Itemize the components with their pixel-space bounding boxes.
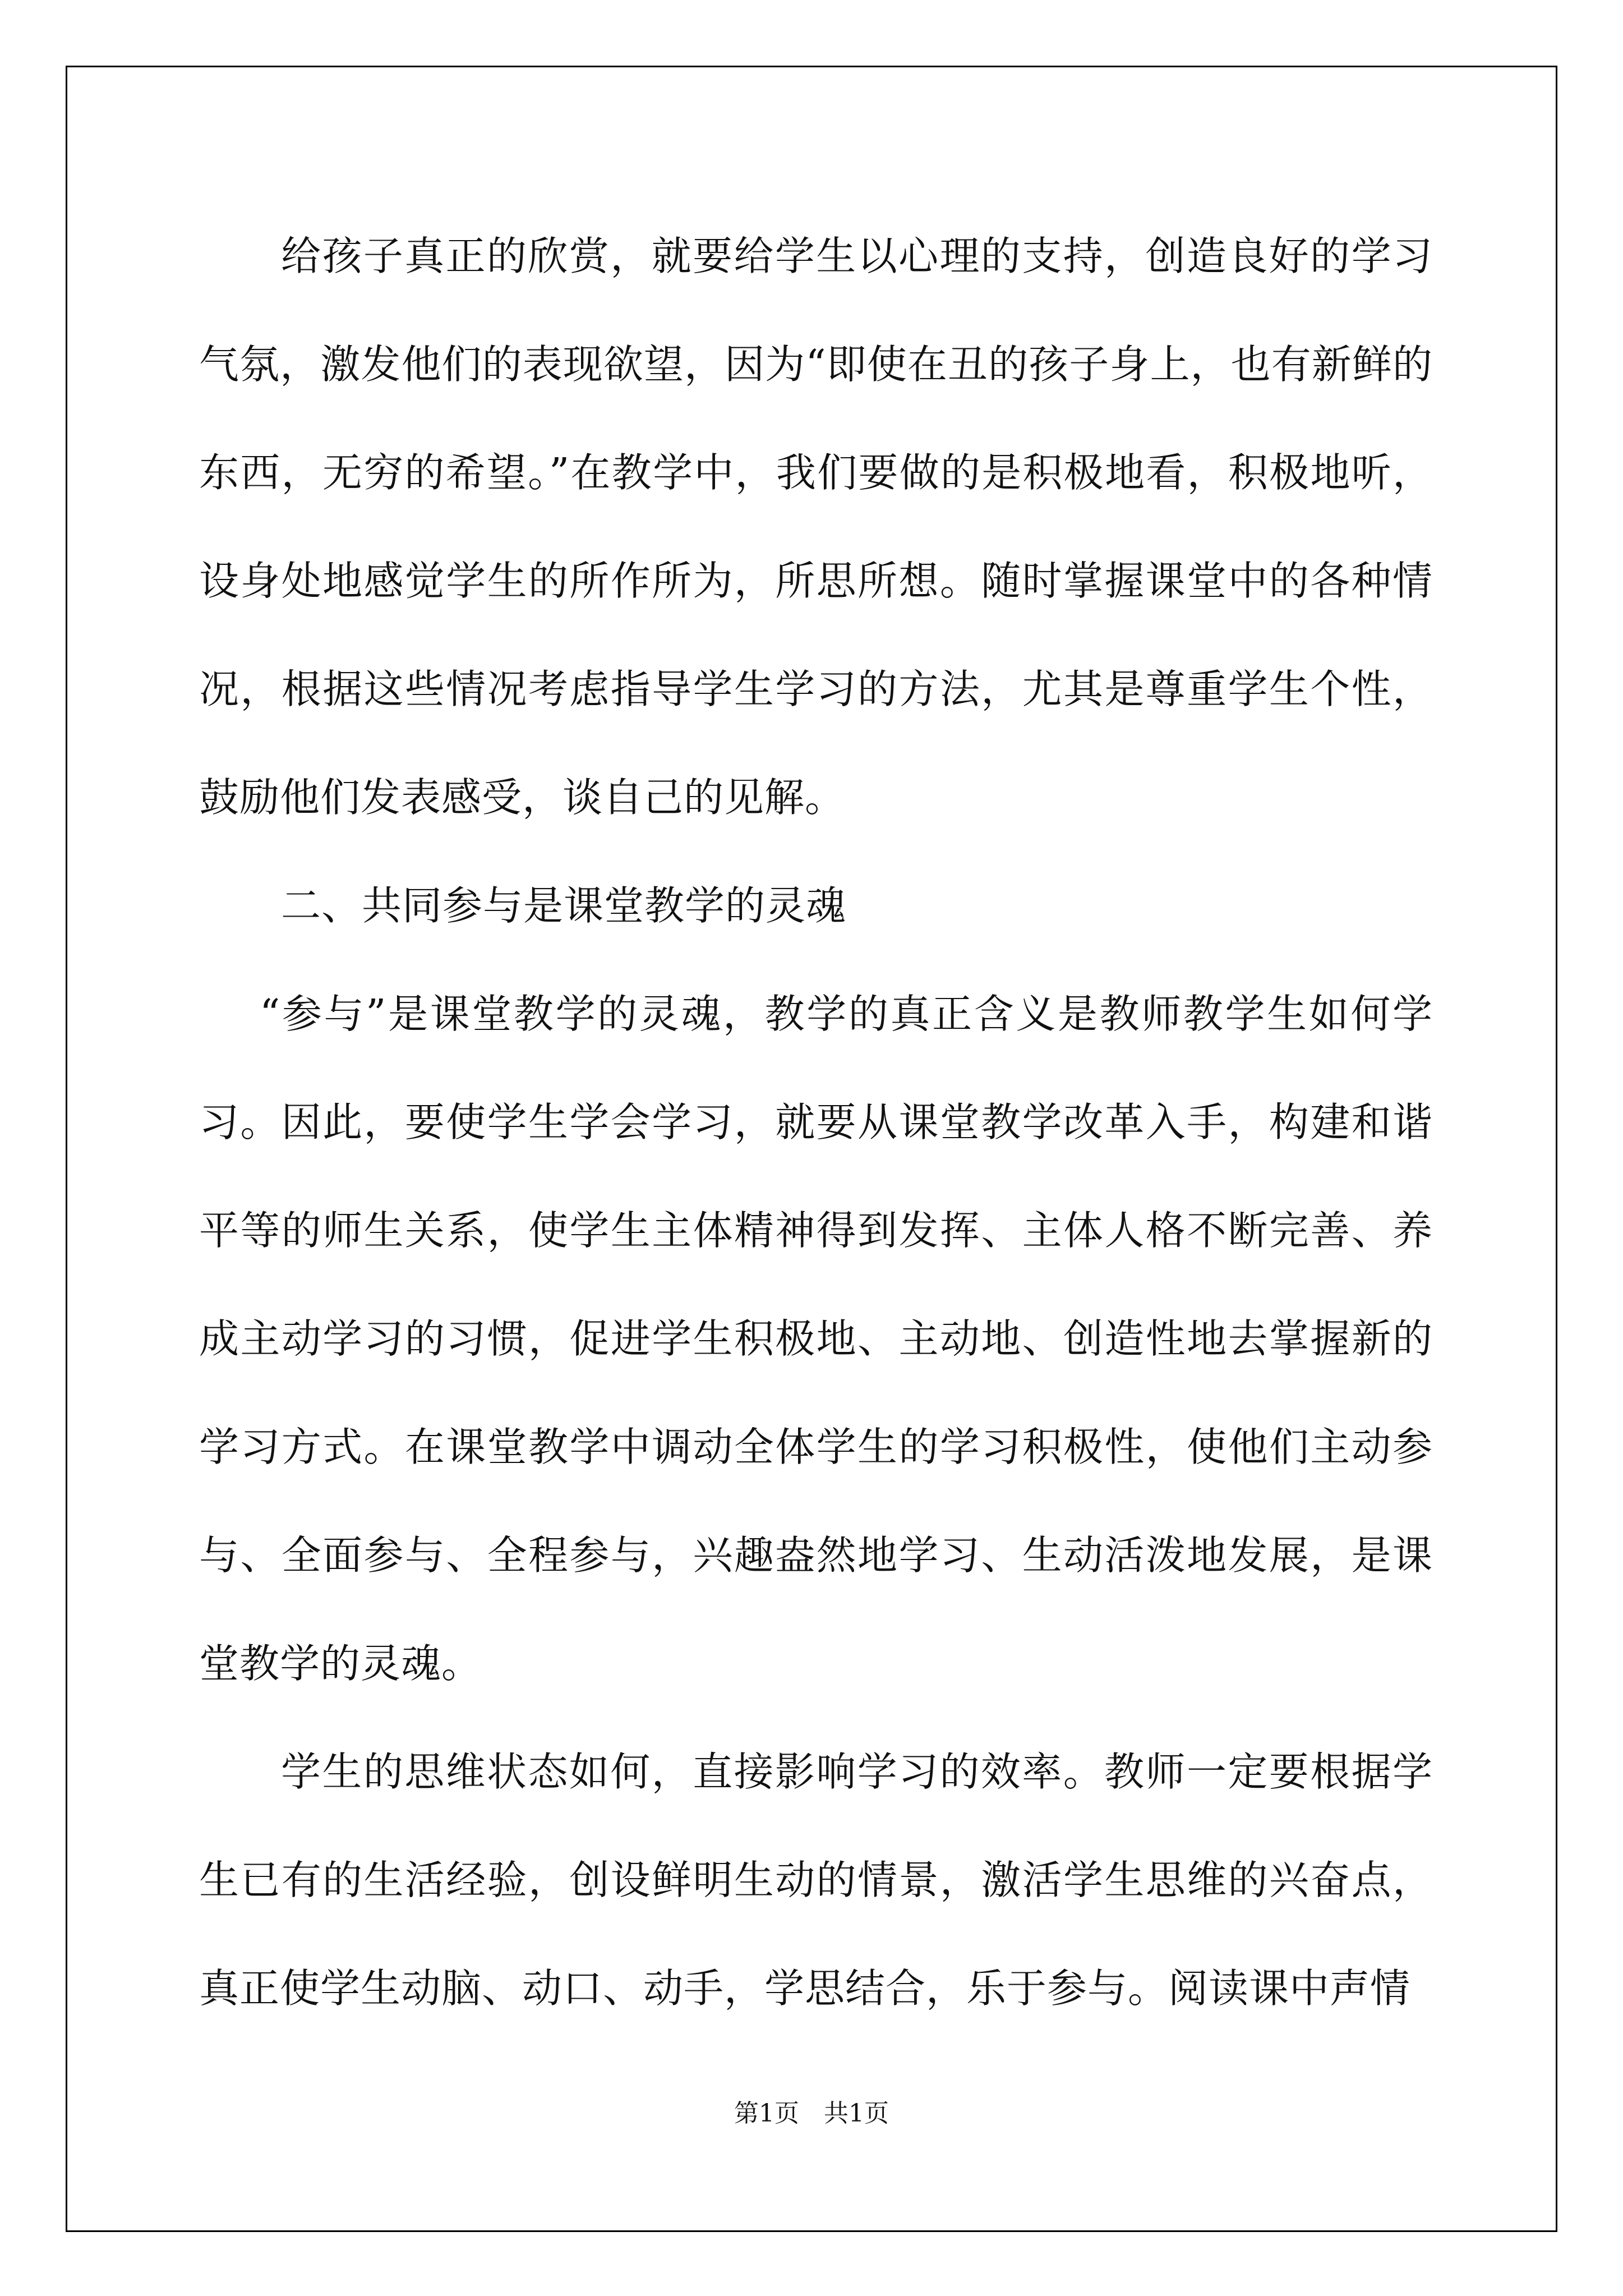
paragraph-thinking-state: 学生的思维状态如何，直接影响学习的效率。教师一定要根据学生已有的生活经验，创设鲜明生动的情景，激活学生思维的兴奋点，真正使学生动脑、动口、动手，学思结合，乐于参与。阅读课中声情: [199, 1749, 1433, 2012]
page-footer: 第1页 共1页: [734, 2099, 889, 2128]
paragraph-appreciation: 给孩子真正的欣赏，就要给学生以心理的支持，创造良好的学习气氛，激发他们的表现欲望，因为“即使在丑的孩子身上，也有新鲜的东西，无穷的希望。”在教学中，我们要做的是积极地看，积极地听，设身处地感觉学生的所作所为，所思所想。随时掌握课堂中的各种情况，根据这些情况考虑指导学生学习的方法，尤其是尊重学生个性，鼓励他们发表感受，谈自己的见解。: [199, 233, 1433, 821]
paragraph-participation: “参与”是课堂教学的灵魂，教学的真正含义是教师教学生如何学习。因此，要使学生学会学习，就要从课堂教学改革入手，构建和谐平等的师生关系，使学生主体精神得到发挥、主体人格不断完善、养成主动学习的习惯，促进学生积极地、主动地、创造性地去掌握新的学习方式。在课堂教学中调动全体学生的学习积极性，使他们主动参与、全面参与、全程参与，兴趣盎然地学习、生动活泼地发展，是课堂教学的灵魂。: [199, 991, 1433, 1687]
section-heading-participation: 二、共同参与是课堂教学的灵魂: [281, 882, 847, 929]
document-body: [199, 202, 1433, 2042]
